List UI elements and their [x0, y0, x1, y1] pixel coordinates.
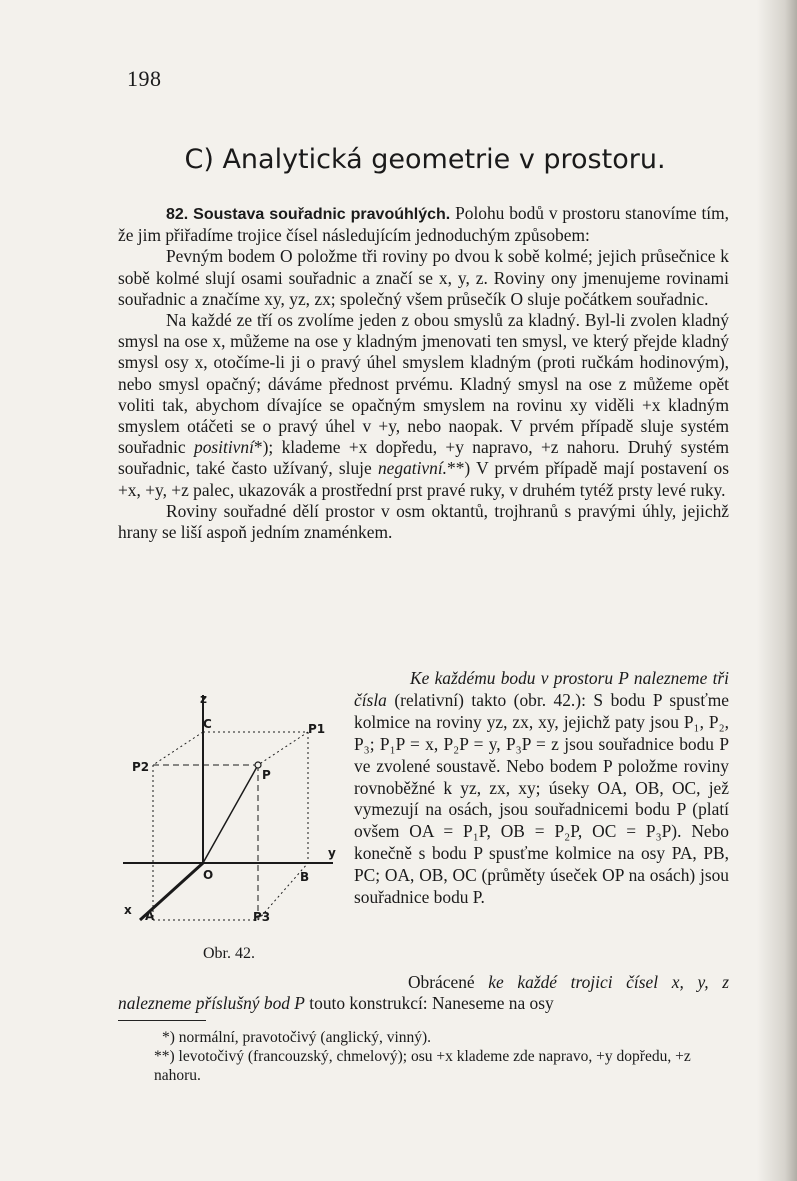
label-o: O [203, 868, 214, 882]
point-p-marker [255, 762, 261, 768]
label-c: C [203, 717, 212, 731]
figure-caption: Obr. 42. [203, 945, 255, 962]
paragraph-axes: Pevným bodem O položme tři roviny po dvou k sobě kolmé; jejich průsečnice k sobě kolmé slují osami souřadnic a značí se x, y, z. Roviny ony jmenujeme rovinami souřadnic a značíme xy, yz, zx; společný všem průsečík O sluje počátkem souřadnic. [118, 246, 729, 309]
footnote-1: *) normální, pravotočivý (anglický, vinný). [162, 1029, 432, 1046]
body-text-bottom [118, 972, 729, 1014]
paragraph-point-coordinates [354, 668, 729, 909]
box-dashed-edges [153, 765, 258, 920]
paragraph-82-text: Polohu bodů v prostoru stanovíme tím, že jim přiřadíme trojice čísel následujícím jednoduchým způsobem: [118, 203, 729, 246]
point-rule-text: (relativní) takto (obr. 42.): S bodu P spusťme kolmice na roviny yz, zx, xy, jejichž paty jsou P₁, P₂, P₃; P₁P = x, P₂P = y, P₃P = z jsou souřadnice bodu P ve zvolené soustavě. Nebo bodem P položme roviny rovnoběžné k yz, zx, xy; úseky OA, OB, OC, jež vymezují na osách, jsou souřadnicemi bodu P (platí ovšem OA = P₁P, OB = P₂P, OC = P₃P). Nebo konečně s bodu P spusťme kolmice na osy PA, PB, PC; OA, OB, OC (průměty úseček OP na osách) jsou souřadnice bodu P. [354, 689, 729, 908]
label-p2: P2 [132, 760, 150, 774]
page-edge-shadow [757, 0, 797, 1181]
page-number: 198 [127, 66, 162, 91]
orientation-text-3: V prvém případě mají postavení os +x, +y, +z palec, ukazovák a prostřední prst pravé ruky, v druhém tytéž prsty levé ruky. [118, 458, 729, 500]
coordinate-diagram [118, 685, 348, 945]
label-p1: P1 [308, 722, 326, 736]
negative-term: negativní. [377, 458, 448, 479]
section-title: C) Analytická geometrie v prostoru. [184, 144, 666, 175]
label-b: B [300, 870, 310, 884]
figure-42 [118, 685, 348, 970]
footnote-ref-1: *) [253, 437, 269, 458]
label-y: y [328, 846, 336, 860]
label-a: A [145, 909, 155, 923]
label-p: P [262, 768, 271, 782]
body-text-top [118, 203, 729, 543]
orientation-text-2: ; klademe +x dopředu, +y napravo, +z nahoru. Druhý systém souřadnic, také často užívaný, sluje [118, 437, 729, 479]
footnotes [118, 1028, 729, 1085]
label-p3: P3 [253, 910, 271, 924]
positive-term: positivní [194, 437, 254, 458]
paragraph-heading: 82. Soustava souřadnic pravoúhlých. [166, 206, 451, 223]
converse-start: Obrácené [408, 972, 475, 992]
box-dotted-edges [153, 732, 308, 920]
paragraph-converse [118, 972, 729, 1014]
paragraph-octants: Roviny souřadné dělí prostor v osm oktantů, trojhranů s pravými úhly, jejichž hrany se liší aspoň jedním znaménkem. [118, 500, 729, 543]
converse-italic: ke každé trojici čísel x, y, z nalezneme příslušný bod P [118, 972, 729, 1014]
op-segment [203, 765, 258, 863]
paragraph-82 [118, 203, 729, 246]
point-rule-italic: Ke každému bodu v prostoru P nalezneme tři čísla [354, 668, 729, 710]
footnote-rule [118, 1020, 206, 1021]
footnote-ref-2: **) [447, 458, 471, 479]
label-z: z [200, 692, 207, 706]
orientation-text-1: Na každé ze tří os zvolíme jeden z obou smyslů za kladný. Byl-li zvolen kladný smysl na ose x, můžeme na ose y kladným jmenovati ten smysl, ve který přejde kladný smysl osy x, otočíme-li ji o pravý úhel smyslem kladným (proti ručkám hodinovým), nebo smysl opačný; dáváme přednost prvému. Kladný smysl na ose z můžeme opět voliti tak, abychom dívajíce se opačným smyslem na rovinu xy viděli +x kladným smyslem otáčeti se o pravý úhel v +y, nebo naopak. V prvém případě sluje systém souřadnic [118, 310, 729, 458]
converse-end: touto konstrukcí: Naneseme na osy [309, 993, 554, 1014]
body-text-wrapped [354, 668, 729, 909]
footnote-2: **) levotočivý (francouzský, chmelový); osu +x klademe zde napravo, +y dopředu, +z nahoru. [154, 1048, 691, 1084]
paragraph-orientation [118, 310, 729, 501]
label-x: x [124, 903, 132, 917]
